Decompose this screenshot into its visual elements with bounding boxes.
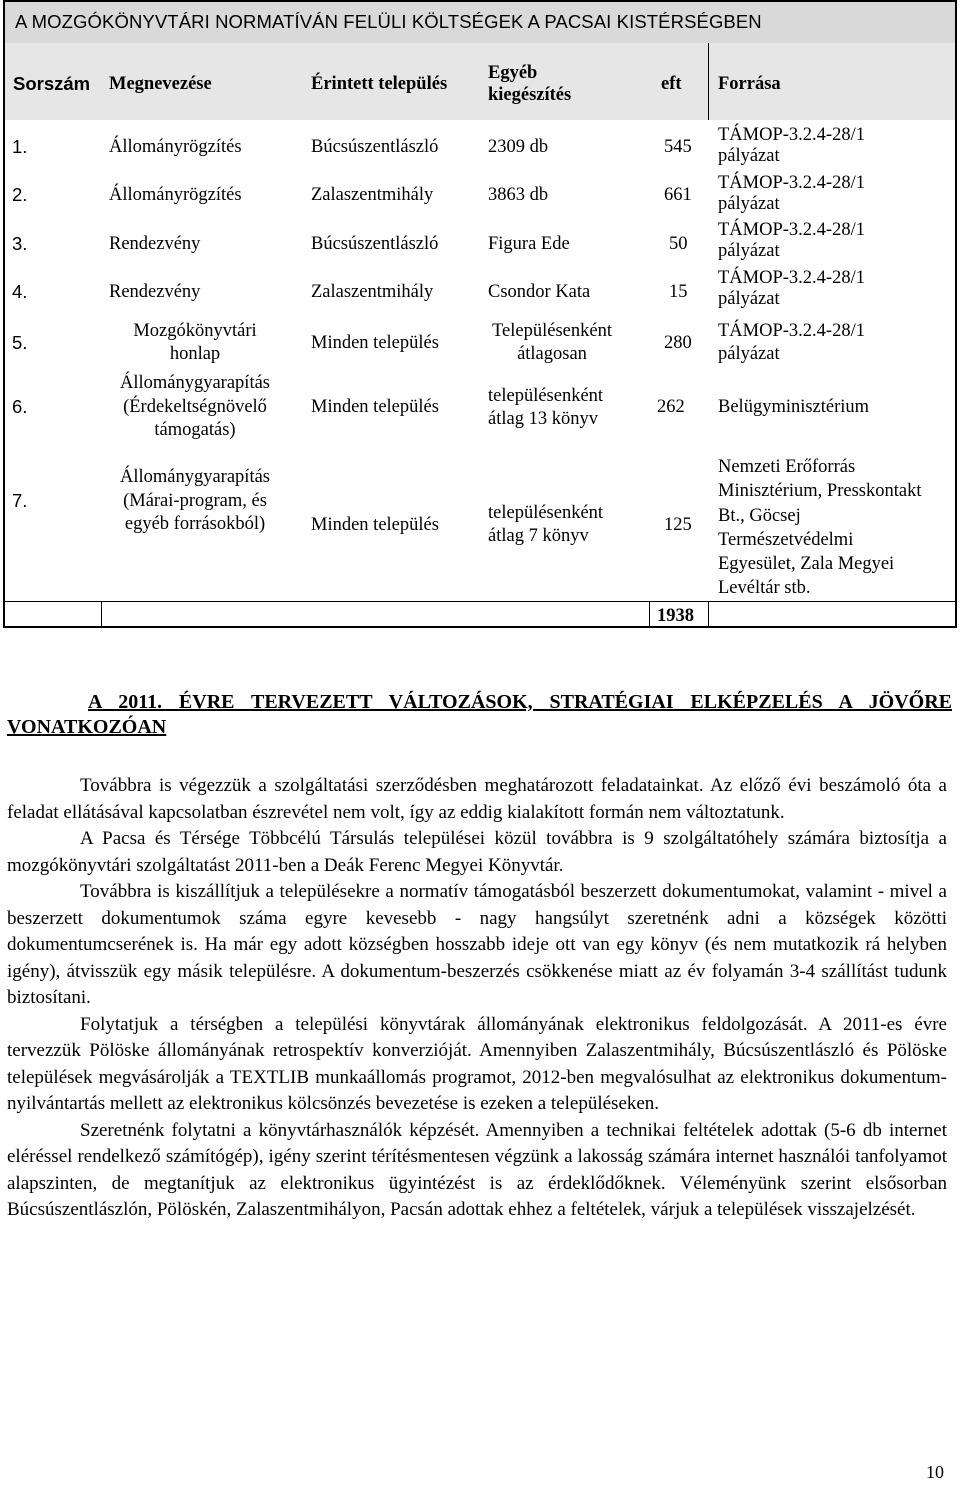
row-town: Minden település (311, 333, 439, 353)
row-extra: Figura Ede (488, 234, 570, 254)
row-number: 1. (12, 136, 28, 157)
row-town: Búcsúszentlászló (311, 137, 439, 157)
paragraph: Továbbra is kiszállítjuk a településekre a normatív támogatásból beszerzett dokumentumokat, valamint - mivel a beszerzett dokumentumok száma egyre kevesebb - nagy hangsúlyt szeretnénk adni a községek közötti dokumentumcserének is. Ha már egy adott községben hosszabb ideje ott van egy könyv (és nem mutatkozik rá helyben igény), átvisszük egy másik településre. A dokumentum-beszerzés csökkenése miatt az év folyamán 3-4 szállítást tudunk biztosítani. (7, 881, 947, 1008)
row-town: Zalaszentmihály (311, 185, 434, 205)
row-number: 2. (12, 184, 28, 205)
row-source: TÁMOP-3.2.4-28/1 pályázat (718, 125, 865, 166)
section-heading: A 2011. ÉVRE TERVEZETT VÁLTOZÁSOK, STRATÉGIAI ELKÉPZELÉS A JÖVŐRE VONATKOZÓAN (7, 691, 952, 738)
row-name: Állománygyarapítás (Márai-program, és egyéb forrásokból) (119, 467, 270, 534)
row-eft: 50 (669, 234, 688, 254)
row-extra: Csondor Kata (488, 282, 591, 302)
row-extra: településenként átlag 7 könyv (488, 503, 604, 546)
header-megnevezese: Megnevezése (109, 74, 212, 94)
row-number: 4. (12, 281, 28, 302)
row-extra: Településenként átlagosan (492, 321, 612, 364)
total-row-separator (5, 601, 955, 602)
row-source: Nemzeti Erőforrás Minisztérium, Presskontakt Bt., Göcsej Természetvédelmi Egyesület, Zala Megyei Levéltár stb. (718, 457, 922, 599)
row-eft: 280 (664, 333, 692, 353)
row-name: Rendezvény (109, 234, 201, 254)
page-number: 10 (926, 1462, 944, 1482)
row-extra: 3863 db (488, 185, 549, 205)
row-number: 7. (12, 490, 28, 511)
row-source: TÁMOP-3.2.4-28/1 pályázat (718, 268, 865, 309)
header-forrasa: Forrása (718, 74, 781, 94)
row-name: Állománygyarapítás (Érdekeltségnövelő támogatás) (119, 373, 270, 440)
header-sorszam: Sorszám (13, 73, 91, 94)
row-extra: településenként átlag 13 könyv (488, 386, 604, 429)
row-eft: 262 (657, 397, 685, 417)
row-name: Állományrögzítés (109, 185, 242, 205)
row-source: TÁMOP-3.2.4-28/1 pályázat (718, 321, 865, 364)
row-source: TÁMOP-3.2.4-28/1 pályázat (718, 220, 865, 261)
total-divider-mid (649, 601, 650, 628)
row-town: Búcsúszentlászló (311, 234, 439, 254)
header-eft: eft (661, 74, 682, 94)
row-eft: 15 (669, 282, 688, 302)
paragraph: Továbbra is végezzük a szolgáltatási szerződésben meghatározott feladatainkat. Az előző évi beszámoló óta a feladat ellátásával kapcsolatban észrevétel nem volt, így az eddig kialakított formán nem változtatunk. (7, 775, 947, 823)
row-town: Minden település (311, 397, 439, 417)
total-value: 1938 (657, 606, 694, 626)
total-divider-right (708, 601, 709, 628)
paragraph: A Pacsa és Térsége Többcélú Társulás települései közül továbbra is 9 szolgáltatóhely számára biztosítja a mozgókönyvtári szolgáltatást 2011-ben a Deák Ferenc Megyei Könyvtár. (7, 828, 947, 876)
row-extra: 2309 db (488, 137, 549, 157)
row-name: Állományrögzítés (109, 137, 242, 157)
row-source: Belügyminisztérium (718, 397, 870, 417)
row-number: 5. (12, 332, 28, 353)
row-number: 6. (12, 396, 28, 417)
row-eft: 125 (664, 515, 692, 535)
row-eft: 661 (664, 185, 692, 205)
paragraph: Folytatjuk a térségben a települési könyvtárak állományának elektronikus feldolgozását. A 2011-es évre tervezzük Pölöske állományának retrospektív konverzióját. Amennyiben Zalaszentmihály, Búcsúszentlászló és Pölöske települések megvásárolják a TEXTLIB munkaállomás programot, 2012-ben megvalósulhat az elektronikus dokumentum-nyilvántartás mellett az elektronikus kölcsönzés bevezetése is ezeken a településeken. (7, 1013, 947, 1114)
section-body (7, 773, 947, 1224)
header-egyeb-line1: Egyéb (488, 63, 538, 83)
row-source: TÁMOP-3.2.4-28/1 pályázat (718, 173, 865, 214)
paragraph: Szeretnénk folytatni a könyvtárhasználók képzését. Amennyiben a technikai feltételek adottak (5-6 db internet eléréssel rendelkező számítógép), igény szerint térítésmentesen végzünk a lakosság számára internet használói tanfolyamot alapszinten, de megtanítjuk az elektronikus ügyintézést is az érdeklődőknek. Véleményünk szerint elsősorban Búcsúszentlászlón, Pölöskén, Zalaszentmihályon, Pacsán adottak ehhez a feltételek, várjuk a települések visszajelzését. (7, 1119, 947, 1220)
row-eft: 545 (664, 137, 692, 157)
table-title-bar (5, 2, 955, 45)
row-name: Mozgókönyvtári honlap (133, 321, 257, 364)
cost-table (3, 0, 957, 628)
row-town: Minden település (311, 515, 439, 535)
header-egyeb-line2: kiegészítés (488, 85, 572, 105)
header-divider (708, 43, 709, 120)
row-name: Rendezvény (109, 282, 201, 302)
table-title: A MOZGÓKÖNYVTÁRI NORMATÍVÁN FELÜLI KÖLTSÉGEK A PACSAI KISTÉRSÉGBEN (15, 11, 762, 32)
row-number: 3. (12, 233, 28, 254)
total-divider-left (101, 601, 102, 628)
row-town: Zalaszentmihály (311, 282, 434, 302)
header-erintett: Érintett település (311, 74, 448, 94)
